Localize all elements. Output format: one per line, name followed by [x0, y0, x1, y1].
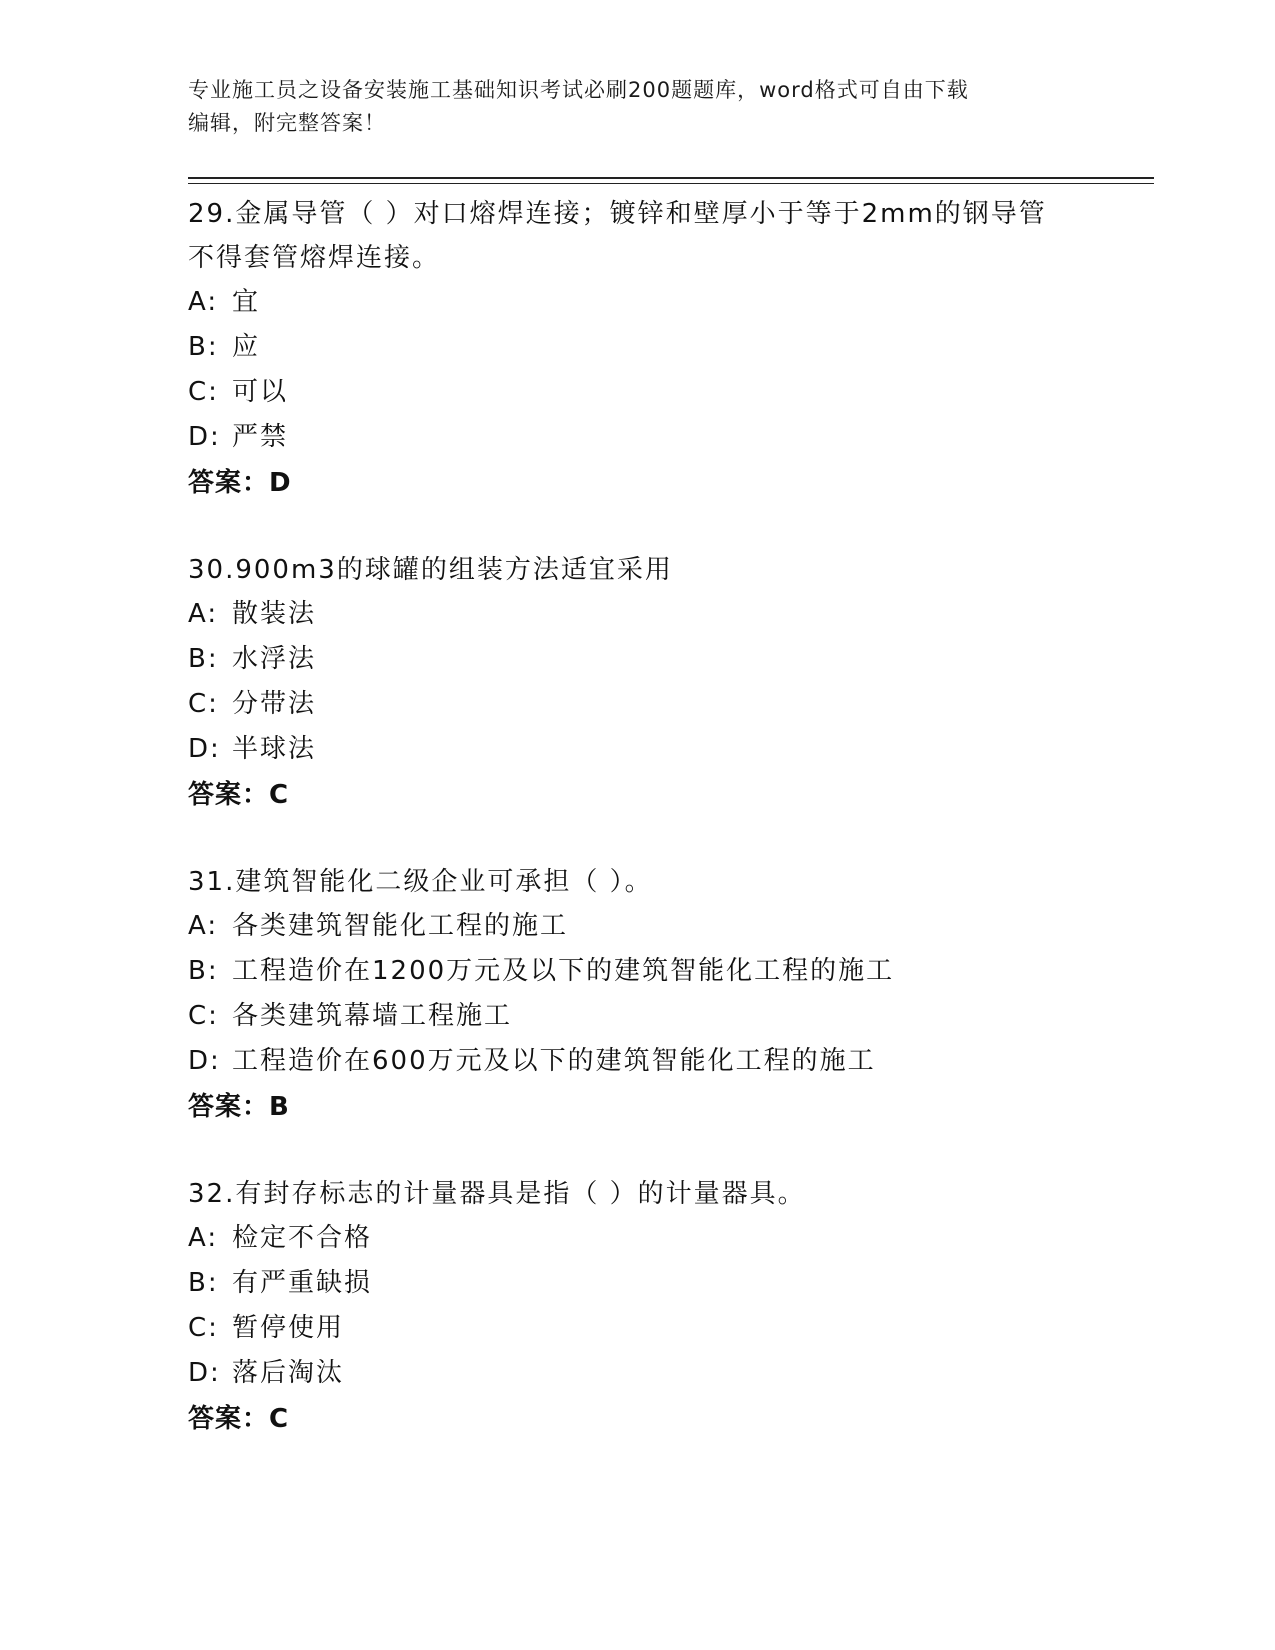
option-d	[188, 1039, 1088, 1084]
option-a	[188, 904, 1088, 949]
option-key: A:	[188, 287, 219, 317]
question-text: 31.建筑智能化二级企业可承担（ ）。	[188, 867, 653, 897]
answer-line: 答案：C	[188, 780, 290, 810]
question-32	[188, 1172, 1088, 1442]
option-key: D:	[188, 1046, 221, 1076]
question-30	[188, 548, 1088, 818]
option-key: C:	[188, 1001, 219, 1031]
question-31	[188, 860, 1088, 1130]
question-text: 30.900m3的球罐的组装方法适宜采用	[188, 555, 673, 585]
option-text: 散装法	[232, 599, 317, 629]
option-key: C:	[188, 377, 219, 407]
option-c	[188, 370, 1088, 415]
answer-line: 答案：D	[188, 468, 292, 498]
option-c	[188, 994, 1088, 1039]
header-divider	[188, 177, 1154, 179]
option-b	[188, 949, 1088, 994]
option-text: 工程造价在600万元及以下的建筑智能化工程的施工	[232, 1046, 876, 1076]
option-text: 落后淘汰	[232, 1358, 345, 1388]
option-a	[188, 280, 1088, 325]
option-c	[188, 1306, 1088, 1351]
option-key: C:	[188, 1313, 219, 1343]
option-key: D:	[188, 422, 221, 452]
option-text: 暂停使用	[232, 1313, 345, 1343]
option-text: 有严重缺损	[232, 1268, 373, 1298]
option-text: 可以	[232, 377, 289, 407]
option-text: 水浮法	[232, 644, 317, 674]
option-key: D:	[188, 734, 221, 764]
option-text: 半球法	[232, 734, 317, 764]
option-key: B:	[188, 644, 219, 674]
option-text: 宜	[232, 287, 261, 317]
question-text: 29.金属导管（ ）对口熔焊连接；镀锌和壁厚小于等于2mm的钢导管不得套管熔焊连接。	[188, 199, 1047, 273]
option-key: A:	[188, 1223, 219, 1253]
option-text: 各类建筑幕墙工程施工	[232, 1001, 513, 1031]
option-b	[188, 325, 1088, 370]
option-a	[188, 592, 1088, 637]
document-header	[188, 74, 1068, 140]
option-b	[188, 637, 1088, 682]
question-29	[188, 192, 1088, 506]
option-text: 工程造价在1200万元及以下的建筑智能化工程的施工	[232, 956, 895, 986]
question-text: 32.有封存标志的计量器具是指（ ）的计量器具。	[188, 1179, 806, 1209]
option-text: 严禁	[232, 422, 289, 452]
option-key: A:	[188, 599, 219, 629]
option-a	[188, 1216, 1088, 1261]
header-line-2: 编辑，附完整答案！	[188, 111, 386, 135]
question-list	[188, 192, 1088, 1484]
header-line-1: 专业施工员之设备安装施工基础知识考试必刷200题题库，word格式可自由下载	[188, 78, 969, 102]
option-key: B:	[188, 1268, 219, 1298]
option-text: 应	[232, 332, 261, 362]
option-d	[188, 415, 1088, 460]
option-text: 分带法	[232, 689, 317, 719]
option-d	[188, 727, 1088, 772]
option-key: D:	[188, 1358, 221, 1388]
option-c	[188, 682, 1088, 727]
option-text: 检定不合格	[232, 1223, 373, 1253]
option-key: A:	[188, 911, 219, 941]
option-text: 各类建筑智能化工程的施工	[232, 911, 569, 941]
option-key: B:	[188, 956, 219, 986]
option-key: B:	[188, 332, 219, 362]
answer-line: 答案：B	[188, 1092, 290, 1122]
option-b	[188, 1261, 1088, 1306]
answer-line: 答案：C	[188, 1404, 290, 1434]
header-divider-secondary	[188, 183, 1154, 184]
option-d	[188, 1351, 1088, 1396]
option-key: C:	[188, 689, 219, 719]
